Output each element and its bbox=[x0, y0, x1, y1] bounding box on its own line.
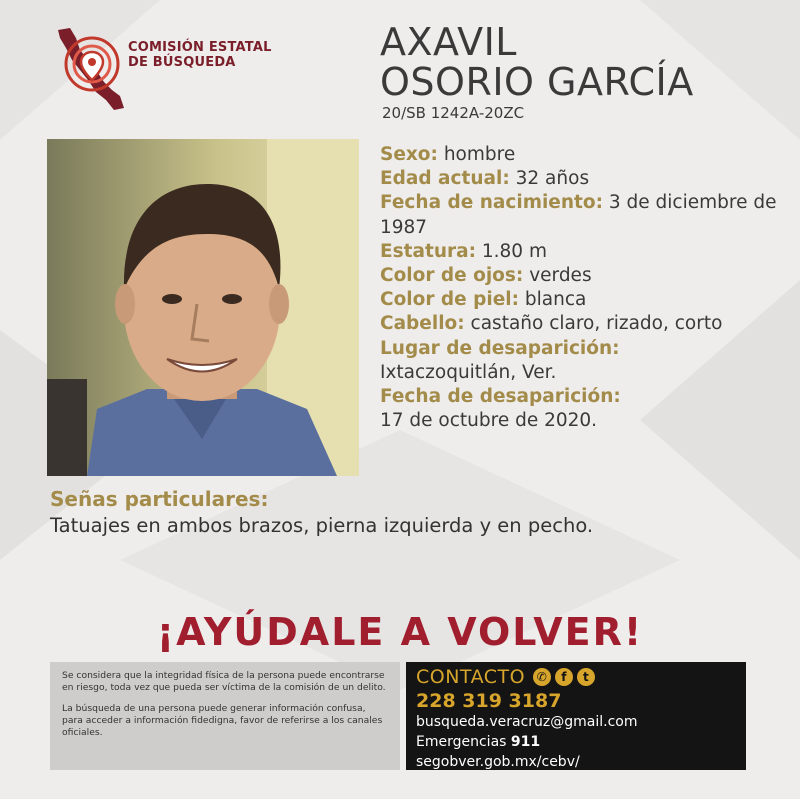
disclaimer-box bbox=[50, 662, 400, 770]
contact-title: CONTACTO bbox=[416, 666, 526, 688]
facebook-icon[interactable]: f bbox=[555, 668, 573, 686]
call-to-action: ¡AYÚDALE A VOLVER! bbox=[156, 610, 644, 654]
contact-phone[interactable]: 228 319 3187 bbox=[416, 690, 562, 712]
contact-box bbox=[406, 662, 746, 770]
detail-ojos: Color de ojos: verdes bbox=[380, 265, 592, 287]
contact-email[interactable]: busqueda.veracruz@gmail.com bbox=[416, 714, 638, 730]
disclaimer-p1: Se considera que la integridad física de la persona puede encontrarse en riesgo, toda vez que pueda ser víctima de la comisión de un delito. bbox=[62, 670, 386, 693]
contact-title-row bbox=[416, 666, 736, 688]
veracruz-map-icon bbox=[50, 24, 130, 114]
detail-lugar-label: Lugar de desaparición: bbox=[380, 337, 620, 359]
person-details bbox=[380, 143, 780, 433]
case-folio: 20/SB 1242A-20ZC bbox=[382, 104, 525, 122]
org-name bbox=[128, 40, 272, 70]
contact-website[interactable]: segobver.gob.mx/cebv/ bbox=[416, 754, 580, 770]
org-line-1: COMISIÓN ESTATAL bbox=[128, 40, 272, 55]
detail-lugar: Ixtaczoquitlán, Ver. bbox=[380, 361, 557, 383]
detail-estatura: Estatura: 1.80 m bbox=[380, 240, 547, 262]
detail-edad: Edad actual: 32 años bbox=[380, 168, 590, 190]
contact-icons bbox=[533, 668, 595, 686]
disclaimer-p2: La búsqueda de una persona puede generar información confusa, para acceder a información fidedigna, favor de referirse a los canales oficiales. bbox=[62, 703, 383, 738]
detail-nacimiento: Fecha de nacimiento: 3 de diciembre de 1987 bbox=[380, 192, 777, 238]
detail-piel: Color de piel: blanca bbox=[380, 289, 587, 311]
name-line-1: AXAVIL bbox=[380, 20, 517, 64]
senas-title: Señas particulares: bbox=[50, 487, 269, 511]
person-name bbox=[380, 22, 694, 102]
detail-cabello: Cabello: castaño claro, rizado, corto bbox=[380, 313, 723, 335]
person-photo bbox=[47, 139, 359, 476]
contact-emergency: Emergencias 911 bbox=[416, 734, 541, 750]
phone-icon[interactable]: ✆ bbox=[533, 668, 551, 686]
org-line-2: DE BÚSQUEDA bbox=[128, 55, 236, 70]
detail-fecha: 17 de octubre de 2020. bbox=[380, 410, 598, 432]
detail-fecha-label: Fecha de desaparición: bbox=[380, 386, 621, 408]
twitter-icon[interactable]: t bbox=[577, 668, 595, 686]
name-line-2: OSORIO GARCÍA bbox=[380, 60, 694, 104]
senas-text: Tatuajes en ambos brazos, pierna izquierda y en pecho. bbox=[50, 514, 594, 537]
detail-sexo: Sexo: hombre bbox=[380, 144, 516, 165]
